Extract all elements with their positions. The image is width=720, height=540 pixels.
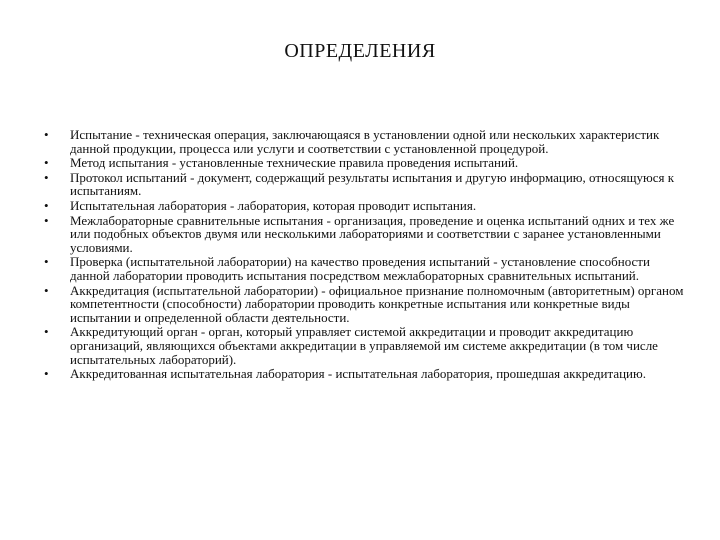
definition-text: Межлабораторные сравнительные испытания - организация, проведение и оценка испытаний одних и тех же или подобных объектов двумя или несколькими лабораториями и соответствии с заранее установленными условиями. [70, 212, 675, 255]
bullet-icon: • [44, 212, 49, 228]
bullet-icon: • [44, 366, 49, 382]
bullet-icon: • [44, 197, 49, 213]
definition-text: Протокол испытаний - документ, содержащий результаты испытания и другую информацию, относящуюся к испытаниям. [70, 169, 675, 199]
definition-text: Метод испытания - установленные технические правила проведения испытаний. [70, 155, 519, 171]
bullet-icon: • [44, 282, 49, 298]
definition-text: Аккредитующий орган - орган, который управляет системой аккредитации и проводит аккредитацию организаций, являющихся объектами аккредитации в управляемой им системе аккредитации (в том числе испытательных лабораторий). [70, 324, 658, 367]
list-item [44, 156, 684, 170]
list-item [44, 214, 684, 255]
list-item [44, 199, 684, 213]
bullet-icon: • [44, 127, 49, 142]
bullet-icon: • [44, 324, 49, 340]
bullet-icon: • [44, 254, 49, 270]
list-item [44, 284, 684, 325]
definition-text: Аккредитация (испытательной лаборатории) - официальное признание полномочным (авторитетным) органом компетентности (способности) лаборатории проводить конкретные испытания или конкретные виды испытании и определенной области деятельности. [70, 282, 684, 325]
list-item [44, 367, 684, 381]
page-title: ОПРЕДЕЛЕНИЯ [284, 40, 436, 62]
definition-text: Испытание - техническая операция, заключающаяся в установлении одной или нескольких характеристик данной продукции, процесса или услуги и соответствии с установленной процедурой. [70, 127, 660, 156]
list-item [44, 325, 684, 366]
definition-text: Аккредитованная испытательная лаборатория - испытательная лаборатория, прошедшая аккредитацию. [70, 366, 646, 382]
list-item [44, 128, 684, 155]
definition-text: Испытательная лаборатория - лаборатория, которая проводит испытания. [70, 197, 477, 213]
bullet-icon: • [44, 169, 49, 185]
definitions-list [44, 128, 684, 382]
bullet-icon: • [44, 155, 49, 171]
list-item [44, 255, 684, 282]
definition-text: Проверка (испытательной лаборатории) на качество проведения испытаний - установление способности данной лаборатории проводить испытания посредством межлабораторных сравнительных испытаний. [70, 254, 650, 283]
list-item [44, 171, 684, 198]
